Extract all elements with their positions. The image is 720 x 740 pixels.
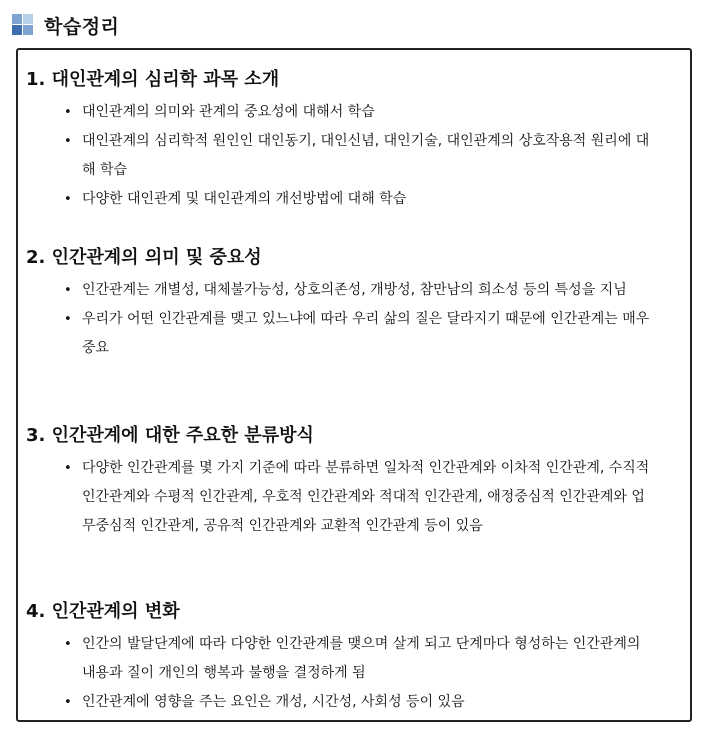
list-item: • 인간관계에 영향을 주는 요인은 개성, 시간성, 사회성 등이 있음: [26, 688, 680, 717]
list-item: • 다양한 대인관계 및 대인관계의 개선방법에 대해 학습: [26, 185, 680, 214]
list-item: • 인간관계는 개별성, 대체불가능성, 상호의존성, 개방성, 참만남의 희소성 등의 특성을 지님: [26, 276, 680, 305]
bullet-list: [26, 98, 680, 214]
list-item: • 대인관계의 의미와 관계의 중요성에 대해서 학습: [26, 98, 680, 127]
bullet-icon: •: [64, 637, 72, 652]
section-title: 1. 대인관계의 심리학 과목 소개: [26, 69, 280, 90]
list-item: • 다양한 인간관계를 몇 가지 기준에 따라 분류하면 일차적 인간관계와 이차적 인간관계, 수직적 인간관계와 수평적 인간관계, 우호적 인간관계와 적대적 인간관계, 애정중심적 인간관계와 업무중심적 인간관계, 공유적 인간관계와 교환적 인간관계 등이 있음: [26, 454, 680, 541]
section-title: 4. 인간관계의 변화: [26, 601, 180, 622]
bullet-list: [26, 630, 680, 717]
grid-logo-icon: [12, 14, 34, 36]
bullet-icon: •: [64, 105, 72, 120]
bullet-icon: •: [64, 461, 72, 476]
section-4: [26, 600, 680, 717]
section-title: 3. 인간관계에 대한 주요한 분류방식: [26, 425, 314, 446]
section-1: [26, 68, 680, 214]
list-item: • 우리가 어떤 인간관계를 맺고 있느냐에 따라 우리 삶의 질은 달라지기 때문에 인간관계는 매우 중요: [26, 305, 680, 363]
section-2: [26, 246, 680, 363]
summary-box: [16, 48, 692, 722]
page-title: 학습정리: [44, 15, 120, 38]
list-item: • 대인관계의 심리학적 원인인 대인동기, 대인신념, 대인기술, 대인관계의 상호작용적 원리에 대해 학습: [26, 127, 680, 185]
page-header: [12, 10, 119, 40]
bullet-icon: •: [64, 283, 72, 298]
section-3: [26, 424, 680, 541]
bullet-list: [26, 276, 680, 363]
bullet-icon: •: [64, 134, 72, 149]
bullet-icon: •: [64, 192, 72, 207]
bullet-list: [26, 454, 680, 541]
bullet-icon: •: [64, 312, 72, 327]
bullet-icon: •: [64, 695, 72, 710]
section-title: 2. 인간관계의 의미 및 중요성: [26, 247, 262, 268]
list-item: • 인간의 발달단계에 따라 다양한 인간관계를 맺으며 살게 되고 단계마다 형성하는 인간관계의 내용과 질이 개인의 행복과 불행을 결정하게 됨: [26, 630, 680, 688]
